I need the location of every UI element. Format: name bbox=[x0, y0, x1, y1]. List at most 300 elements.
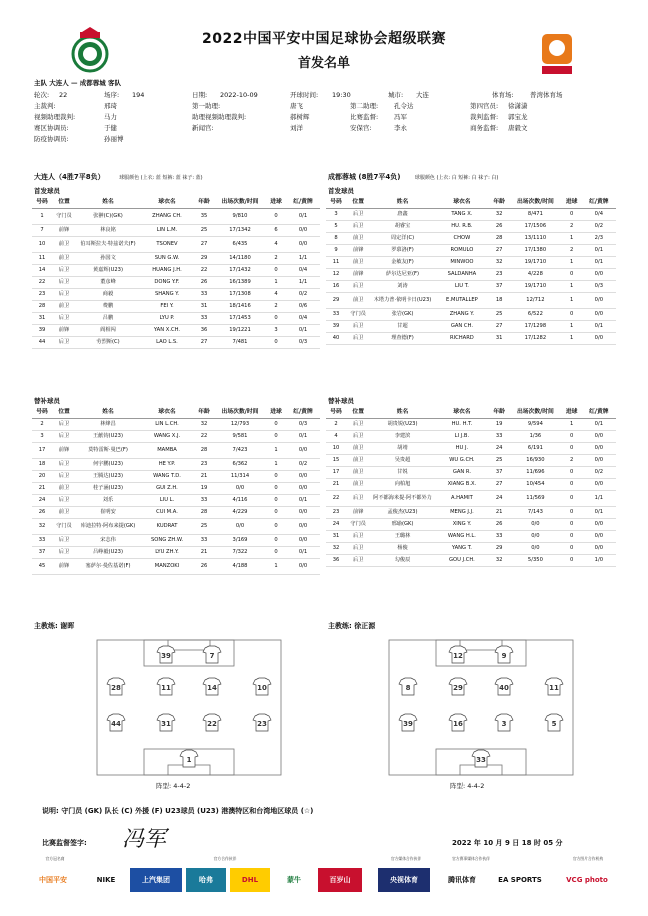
player-cell-goals: 0 bbox=[562, 268, 582, 280]
player-cell-num: 3 bbox=[326, 208, 346, 220]
player-row bbox=[32, 236, 320, 252]
column-header: 年龄 bbox=[489, 406, 509, 418]
table-header-row bbox=[326, 406, 616, 418]
player-cell-goals: 0 bbox=[562, 442, 582, 454]
player-row bbox=[326, 454, 616, 466]
player-shirt-number: 8 bbox=[405, 684, 411, 692]
player-cell-pos: 后卫 bbox=[52, 276, 76, 288]
player-cell-pos: 前卫 bbox=[52, 300, 76, 312]
player-shirt-icon bbox=[180, 750, 198, 767]
csl-logo-icon bbox=[540, 32, 574, 76]
player-cell-age: 23 bbox=[489, 268, 509, 280]
player-cell-num: 32 bbox=[326, 542, 346, 554]
sponsor-nike: NIKE bbox=[96, 876, 116, 884]
home-formation: 阵型: 4-4-2 bbox=[156, 782, 191, 790]
player-shirt-number: 10 bbox=[257, 684, 267, 692]
player-row bbox=[32, 264, 320, 276]
player-cell-cards: 0/3 bbox=[582, 280, 616, 292]
player-row bbox=[326, 256, 616, 268]
away-pitch bbox=[388, 639, 574, 776]
player-cell-cards: 0/1 bbox=[582, 256, 616, 268]
player-shirt-number: 3 bbox=[501, 720, 507, 728]
player-cell-goals: 1 bbox=[266, 458, 286, 470]
player-cell-en: A.HAMIT bbox=[435, 490, 489, 506]
player-cell-pos: 前锋 bbox=[52, 558, 76, 574]
player-cell-pos: 后卫 bbox=[346, 208, 370, 220]
player-cell-name: 王璐林 bbox=[370, 530, 434, 542]
player-cell-goals: 0 bbox=[266, 430, 286, 442]
player-row bbox=[32, 430, 320, 442]
column-header: 红/黄牌 bbox=[286, 196, 320, 208]
player-cell-pos: 前卫 bbox=[346, 454, 370, 466]
table-header-row bbox=[326, 196, 616, 208]
player-cell-name: 王献钧(U23) bbox=[76, 430, 140, 442]
player-row bbox=[32, 288, 320, 300]
player-cell-cards: 0/0 bbox=[286, 470, 320, 482]
player-cell-apps: 17/1308 bbox=[214, 288, 266, 300]
player-cell-name: 胡睿宝 bbox=[370, 220, 434, 232]
player-shirt-icon bbox=[203, 714, 221, 731]
player-cell-en: WU G.CH. bbox=[435, 454, 489, 466]
player-cell-goals: 0 bbox=[266, 506, 286, 518]
player-row bbox=[32, 224, 320, 236]
sponsor-ganten: 百岁山 bbox=[318, 868, 362, 892]
player-cell-apps: 7/322 bbox=[214, 546, 266, 558]
player-cell-num: 8 bbox=[326, 232, 346, 244]
player-cell-goals: 0 bbox=[562, 554, 582, 566]
player-cell-pos: 前卫 bbox=[52, 236, 76, 252]
player-cell-age: 36 bbox=[194, 324, 214, 336]
player-cell-en: ROMULO bbox=[435, 244, 489, 256]
goal-area-top bbox=[168, 640, 210, 650]
player-cell-name: 胡靖 bbox=[370, 442, 434, 454]
player-shirt-icon bbox=[157, 714, 175, 731]
player-cell-en: FEI Y. bbox=[140, 300, 194, 312]
player-cell-num: 45 bbox=[32, 558, 52, 574]
player-cell-name: 甘超 bbox=[370, 320, 434, 332]
lineup-sheet bbox=[20, 14, 628, 904]
meta-row-2: 轮次: 22 场序: 194 日期: 2022-10-09 开球时间: 19:30 城市: 大连 体育场: 普湾体育场 bbox=[34, 91, 563, 99]
player-cell-name: 黄嘉辉(U23) bbox=[76, 264, 140, 276]
player-cell-pos: 前锋 bbox=[52, 324, 76, 336]
player-cell-pos: 前卫 bbox=[346, 442, 370, 454]
player-cell-en: LAO L.S. bbox=[140, 336, 194, 348]
player-cell-goals: 0 bbox=[266, 546, 286, 558]
player-cell-name: 宋志伟 bbox=[76, 534, 140, 546]
player-cell-name: 张岩(GK) bbox=[370, 308, 434, 320]
player-cell-num: 32 bbox=[32, 518, 52, 534]
player-cell-cards: 0/1 bbox=[582, 244, 616, 256]
player-row bbox=[326, 506, 616, 518]
player-shirt-number: 39 bbox=[403, 720, 413, 728]
player-shirt-number: 11 bbox=[549, 684, 559, 692]
player-row bbox=[326, 332, 616, 344]
player-cell-en: E.MUTALLEP bbox=[435, 292, 489, 308]
player-cell-goals: 0 bbox=[562, 430, 582, 442]
player-shirt-icon bbox=[449, 678, 467, 695]
sponsor-strip bbox=[26, 854, 616, 898]
player-row bbox=[326, 220, 616, 232]
player-shirt-number: 29 bbox=[453, 684, 463, 692]
sign-datetime: 2022 年 10 月 9 日 18 时 05 分 bbox=[452, 839, 563, 847]
player-cell-cards: 1/1 bbox=[582, 490, 616, 506]
player-row bbox=[326, 320, 616, 332]
player-cell-en: GAN CH. bbox=[435, 320, 489, 332]
player-row bbox=[32, 546, 320, 558]
player-cell-age: 28 bbox=[194, 506, 214, 518]
column-header: 姓名 bbox=[76, 406, 140, 418]
player-cell-apps: 6/522 bbox=[509, 308, 561, 320]
column-header: 红/黄牌 bbox=[582, 406, 616, 418]
player-cell-apps: 0/0 bbox=[509, 518, 561, 530]
player-cell-age: 31 bbox=[489, 332, 509, 344]
player-cell-apps: 19/1710 bbox=[509, 256, 561, 268]
player-cell-age: 27 bbox=[194, 236, 214, 252]
player-shirt-icon bbox=[399, 678, 417, 695]
player-cell-goals: 2 bbox=[562, 220, 582, 232]
player-row bbox=[326, 232, 616, 244]
away-formation: 阵型: 4-4-2 bbox=[450, 782, 485, 790]
player-cell-en: ZHANG CH. bbox=[140, 208, 194, 224]
player-cell-en: LIN L.CH. bbox=[140, 418, 194, 430]
meta-row-4: 视频助理裁判: 马力 助理视频助理裁判: 郝树辉 比赛监督: 冯军 裁判监督: 郭宝龙 bbox=[34, 113, 528, 121]
column-header: 球衣名 bbox=[140, 406, 194, 418]
player-cell-cards: 0/1 bbox=[286, 324, 320, 336]
player-cell-pos: 后卫 bbox=[52, 470, 76, 482]
player-cell-age: 32 bbox=[194, 418, 214, 430]
player-cell-name: 周定洋(C) bbox=[370, 232, 434, 244]
player-cell-num: 10 bbox=[326, 442, 346, 454]
player-cell-age: 32 bbox=[489, 256, 509, 268]
player-cell-en: ZHANG Y. bbox=[435, 308, 489, 320]
sponsor-vcg: VCG photo bbox=[566, 876, 608, 884]
player-cell-pos: 后卫 bbox=[346, 418, 370, 430]
player-cell-goals: 0 bbox=[562, 478, 582, 490]
player-cell-pos: 前锋 bbox=[52, 442, 76, 458]
player-cell-num: 22 bbox=[32, 276, 52, 288]
player-shirt-icon bbox=[399, 714, 417, 731]
player-cell-num: 17 bbox=[326, 466, 346, 478]
player-cell-name: 吕鹏 bbox=[76, 312, 140, 324]
player-cell-cards: 0/0 bbox=[582, 518, 616, 530]
player-cell-num: 33 bbox=[326, 308, 346, 320]
player-cell-cards: 0/2 bbox=[286, 458, 320, 470]
player-cell-en: WANG X.J. bbox=[140, 430, 194, 442]
player-cell-name: 李建滨 bbox=[370, 430, 434, 442]
player-shirt-icon bbox=[203, 646, 221, 663]
player-cell-apps: 11/569 bbox=[509, 490, 561, 506]
player-cell-num: 36 bbox=[326, 554, 346, 566]
home-starters-table bbox=[32, 196, 320, 349]
sponsor-ea: EA SPORTS bbox=[498, 876, 542, 884]
player-cell-name: 吕峥毅(U23) bbox=[76, 546, 140, 558]
player-row bbox=[326, 418, 616, 430]
player-cell-name: 崔明安 bbox=[76, 506, 140, 518]
player-cell-num: 24 bbox=[32, 494, 52, 506]
player-cell-apps: 0/0 bbox=[509, 542, 561, 554]
player-cell-en: MENG J.J. bbox=[435, 506, 489, 518]
player-cell-pos: 前锋 bbox=[346, 506, 370, 518]
player-cell-cards: 0/0 bbox=[582, 292, 616, 308]
player-cell-en: TANG X. bbox=[435, 208, 489, 220]
player-cell-num: 12 bbox=[326, 268, 346, 280]
sponsor-label: 官方图片合作机构 bbox=[572, 856, 604, 861]
player-cell-pos: 后卫 bbox=[52, 458, 76, 470]
home-subs-table bbox=[32, 406, 320, 575]
player-cell-apps: 4/188 bbox=[214, 558, 266, 574]
player-cell-en: SALDANHA bbox=[435, 268, 489, 280]
player-cell-age: 32 bbox=[489, 554, 509, 566]
column-header: 球衣名 bbox=[140, 196, 194, 208]
player-cell-num: 40 bbox=[326, 332, 346, 344]
player-cell-apps: 0/0 bbox=[509, 530, 561, 542]
player-cell-num: 4 bbox=[326, 430, 346, 442]
player-cell-cards: 0/0 bbox=[286, 558, 320, 574]
sponsor-saic: 上汽集团 bbox=[130, 868, 182, 892]
player-cell-age: 33 bbox=[194, 494, 214, 506]
player-cell-apps: 3/169 bbox=[214, 534, 266, 546]
player-cell-en: LIU T. bbox=[435, 280, 489, 292]
player-cell-num: 17 bbox=[32, 442, 52, 458]
player-cell-apps: 1/36 bbox=[509, 430, 561, 442]
player-cell-pos: 前卫 bbox=[52, 252, 76, 264]
player-cell-age: 33 bbox=[194, 288, 214, 300]
player-cell-pos: 后卫 bbox=[52, 264, 76, 276]
player-cell-cards: 0/2 bbox=[582, 466, 616, 478]
player-cell-apps: 11/696 bbox=[509, 466, 561, 478]
player-cell-goals: 0 bbox=[266, 518, 286, 534]
player-shirt-icon bbox=[472, 750, 490, 767]
player-cell-pos: 后卫 bbox=[346, 490, 370, 506]
player-row bbox=[32, 534, 320, 546]
player-shirt-icon bbox=[253, 678, 271, 695]
player-cell-age: 27 bbox=[194, 336, 214, 348]
player-row bbox=[326, 466, 616, 478]
column-header: 位置 bbox=[52, 406, 76, 418]
player-cell-name: 林烽昌 bbox=[76, 418, 140, 430]
player-cell-age: 28 bbox=[194, 442, 214, 458]
player-cell-en: MAMBA bbox=[140, 442, 194, 458]
player-cell-name: 劳烈斯(C) bbox=[76, 336, 140, 348]
player-shirt-icon bbox=[107, 714, 125, 731]
player-cell-apps: 17/1380 bbox=[509, 244, 561, 256]
player-cell-en: HU J. bbox=[435, 442, 489, 454]
player-shirt-number: 33 bbox=[476, 756, 486, 764]
player-cell-pos: 前锋 bbox=[346, 268, 370, 280]
player-row bbox=[32, 458, 320, 470]
player-cell-en: HE Y.P. bbox=[140, 458, 194, 470]
player-row bbox=[326, 292, 616, 308]
player-cell-en: GOU J.CH. bbox=[435, 554, 489, 566]
player-cell-en: RICHARD bbox=[435, 332, 489, 344]
player-cell-num: 5 bbox=[326, 220, 346, 232]
player-cell-name: 勾俊辰 bbox=[370, 554, 434, 566]
player-cell-apps: 11/314 bbox=[214, 470, 266, 482]
player-row bbox=[32, 482, 320, 494]
player-cell-pos: 后卫 bbox=[346, 554, 370, 566]
player-cell-cards: 0/0 bbox=[582, 530, 616, 542]
player-cell-goals: 0 bbox=[266, 312, 286, 324]
player-cell-name: 孟俊杰(U23) bbox=[370, 506, 434, 518]
player-cell-pos: 前卫 bbox=[346, 256, 370, 268]
column-header: 号码 bbox=[32, 196, 52, 208]
player-row bbox=[326, 268, 616, 280]
player-shirt-icon bbox=[253, 714, 271, 731]
player-cell-en: HU. R.B. bbox=[435, 220, 489, 232]
player-cell-name: 金敏友(F) bbox=[370, 256, 434, 268]
column-header: 出场次数/时间 bbox=[509, 406, 561, 418]
player-cell-age: 24 bbox=[489, 442, 509, 454]
player-cell-goals: 0 bbox=[266, 208, 286, 224]
player-cell-name: 阿不都海米提·阿不都外力 bbox=[370, 490, 434, 506]
player-cell-en: XING Y. bbox=[435, 518, 489, 530]
home-team-header: 大连人（4胜7平8负） 球服颜色 (上衣: 蓝 短裤: 蓝 袜子: 蓝) bbox=[34, 173, 203, 181]
column-header: 球衣名 bbox=[435, 196, 489, 208]
player-cell-cards: 0/0 bbox=[582, 454, 616, 466]
player-row bbox=[32, 418, 320, 430]
player-cell-cards: 0/0 bbox=[286, 236, 320, 252]
sponsor-cctv: 央视体育 bbox=[378, 868, 430, 892]
player-cell-goals: 2 bbox=[266, 300, 286, 312]
player-cell-num: 10 bbox=[32, 236, 52, 252]
player-row bbox=[326, 518, 616, 530]
player-cell-en: SUN G.W. bbox=[140, 252, 194, 264]
player-cell-goals: 0 bbox=[562, 466, 582, 478]
player-cell-num: 31 bbox=[32, 312, 52, 324]
player-cell-goals: 1 bbox=[562, 256, 582, 268]
column-header: 出场次数/时间 bbox=[214, 196, 266, 208]
column-header: 进球 bbox=[562, 406, 582, 418]
player-cell-age: 25 bbox=[489, 454, 509, 466]
player-cell-goals: 6 bbox=[266, 224, 286, 236]
player-cell-apps: 7/423 bbox=[214, 442, 266, 458]
player-cell-age: 26 bbox=[194, 558, 214, 574]
player-cell-apps: 8/471 bbox=[509, 208, 561, 220]
player-cell-age: 29 bbox=[489, 542, 509, 554]
player-cell-apps: 7/143 bbox=[509, 506, 561, 518]
player-row bbox=[32, 518, 320, 534]
player-cell-pos: 后卫 bbox=[346, 542, 370, 554]
player-cell-cards: 0/1 bbox=[582, 418, 616, 430]
sponsor-label: 官方赛事媒体合作伙伴 bbox=[452, 856, 490, 861]
player-cell-num: 11 bbox=[32, 252, 52, 264]
player-cell-name: 库迪拉特·阿布来提(GK) bbox=[76, 518, 140, 534]
player-shirt-number: 9 bbox=[501, 652, 507, 660]
player-cell-en: SHANG Y. bbox=[140, 288, 194, 300]
page-title: 2022中国平安中国足球协会超级联赛 bbox=[202, 31, 446, 47]
player-cell-apps: 18/1416 bbox=[214, 300, 266, 312]
player-cell-age: 21 bbox=[489, 506, 509, 518]
player-cell-goals: 0 bbox=[562, 518, 582, 530]
column-header: 红/黄牌 bbox=[286, 406, 320, 418]
column-header: 球衣名 bbox=[435, 406, 489, 418]
player-cell-apps: 17/1342 bbox=[214, 224, 266, 236]
page-subtitle: 首发名单 bbox=[297, 56, 350, 71]
player-cell-age: 18 bbox=[489, 292, 509, 308]
signature-label: 比赛监督签字: bbox=[42, 839, 87, 847]
player-cell-cards: 0/0 bbox=[286, 534, 320, 546]
player-row bbox=[326, 542, 616, 554]
column-header: 位置 bbox=[52, 196, 76, 208]
player-cell-cards: 0/1 bbox=[286, 430, 320, 442]
player-cell-num: 31 bbox=[326, 530, 346, 542]
column-header: 号码 bbox=[326, 196, 346, 208]
player-cell-cards: 0/1 bbox=[582, 506, 616, 518]
player-cell-goals: 2 bbox=[266, 252, 286, 264]
player-cell-en: GAN R. bbox=[435, 466, 489, 478]
player-cell-cards: 0/3 bbox=[286, 336, 320, 348]
player-cell-goals: 4 bbox=[266, 288, 286, 300]
player-cell-cards: 1/1 bbox=[286, 252, 320, 264]
player-cell-apps: 19/1221 bbox=[214, 324, 266, 336]
player-cell-cards: 0/0 bbox=[582, 308, 616, 320]
player-shirt-number: 11 bbox=[161, 684, 171, 692]
player-cell-goals: 0 bbox=[266, 534, 286, 546]
player-cell-en: SONG ZH.W. bbox=[140, 534, 194, 546]
player-cell-pos: 前卫 bbox=[52, 506, 76, 518]
player-cell-cards: 0/0 bbox=[582, 478, 616, 490]
away-subs-table bbox=[326, 406, 616, 567]
player-cell-apps: 7/481 bbox=[214, 336, 266, 348]
player-cell-age: 29 bbox=[194, 252, 214, 264]
player-row bbox=[32, 300, 320, 312]
player-cell-name: 林良铭 bbox=[76, 224, 140, 236]
player-cell-cards: 0/1 bbox=[286, 208, 320, 224]
player-cell-name: 伯耳斯拉夫·特兹诺夫(F) bbox=[76, 236, 140, 252]
player-cell-num: 44 bbox=[32, 336, 52, 348]
player-cell-age: 33 bbox=[489, 430, 509, 442]
player-cell-apps: 17/1282 bbox=[509, 332, 561, 344]
player-cell-cards: 0/6 bbox=[286, 300, 320, 312]
away-starters-table bbox=[326, 196, 616, 345]
player-cell-age: 26 bbox=[194, 276, 214, 288]
player-cell-num: 1 bbox=[32, 208, 52, 224]
player-cell-num: 21 bbox=[32, 482, 52, 494]
player-cell-goals: 0 bbox=[266, 494, 286, 506]
player-cell-cards: 0/0 bbox=[286, 442, 320, 458]
player-cell-cards: 0/0 bbox=[286, 518, 320, 534]
player-cell-name: 塞萨尔·曼佐基诺(F) bbox=[76, 558, 140, 574]
player-cell-age: 37 bbox=[489, 280, 509, 292]
column-header: 年龄 bbox=[489, 196, 509, 208]
player-cell-cards: 0/1 bbox=[286, 494, 320, 506]
player-cell-apps: 12/793 bbox=[214, 418, 266, 430]
player-cell-num: 26 bbox=[32, 506, 52, 518]
player-shirt-number: 7 bbox=[209, 652, 215, 660]
player-cell-cards: 1/1 bbox=[286, 276, 320, 288]
player-cell-pos: 后卫 bbox=[346, 530, 370, 542]
player-cell-pos: 守门员 bbox=[346, 518, 370, 530]
player-cell-pos: 后卫 bbox=[52, 546, 76, 558]
player-cell-apps: 5/350 bbox=[509, 554, 561, 566]
player-cell-goals: 1 bbox=[266, 558, 286, 574]
player-cell-name: 阎相闯 bbox=[76, 324, 140, 336]
player-cell-name: 胡贵锐(U23) bbox=[370, 418, 434, 430]
penalty-area-top bbox=[436, 640, 526, 666]
player-shirt-icon bbox=[495, 646, 513, 663]
match-meta bbox=[34, 78, 624, 145]
player-row bbox=[326, 554, 616, 566]
player-cell-cards: 0/4 bbox=[286, 312, 320, 324]
player-row bbox=[32, 506, 320, 518]
player-cell-num: 39 bbox=[32, 324, 52, 336]
away-team-header: 成都蓉城 (8胜7平4负) 球服颜色 (上衣: 白 短裤: 白 袜子: 白) bbox=[328, 173, 499, 181]
player-row bbox=[32, 494, 320, 506]
player-cell-age: 21 bbox=[194, 470, 214, 482]
player-cell-apps: 16/930 bbox=[509, 454, 561, 466]
signature-text: 冯军 bbox=[122, 827, 167, 852]
player-row bbox=[32, 252, 320, 264]
